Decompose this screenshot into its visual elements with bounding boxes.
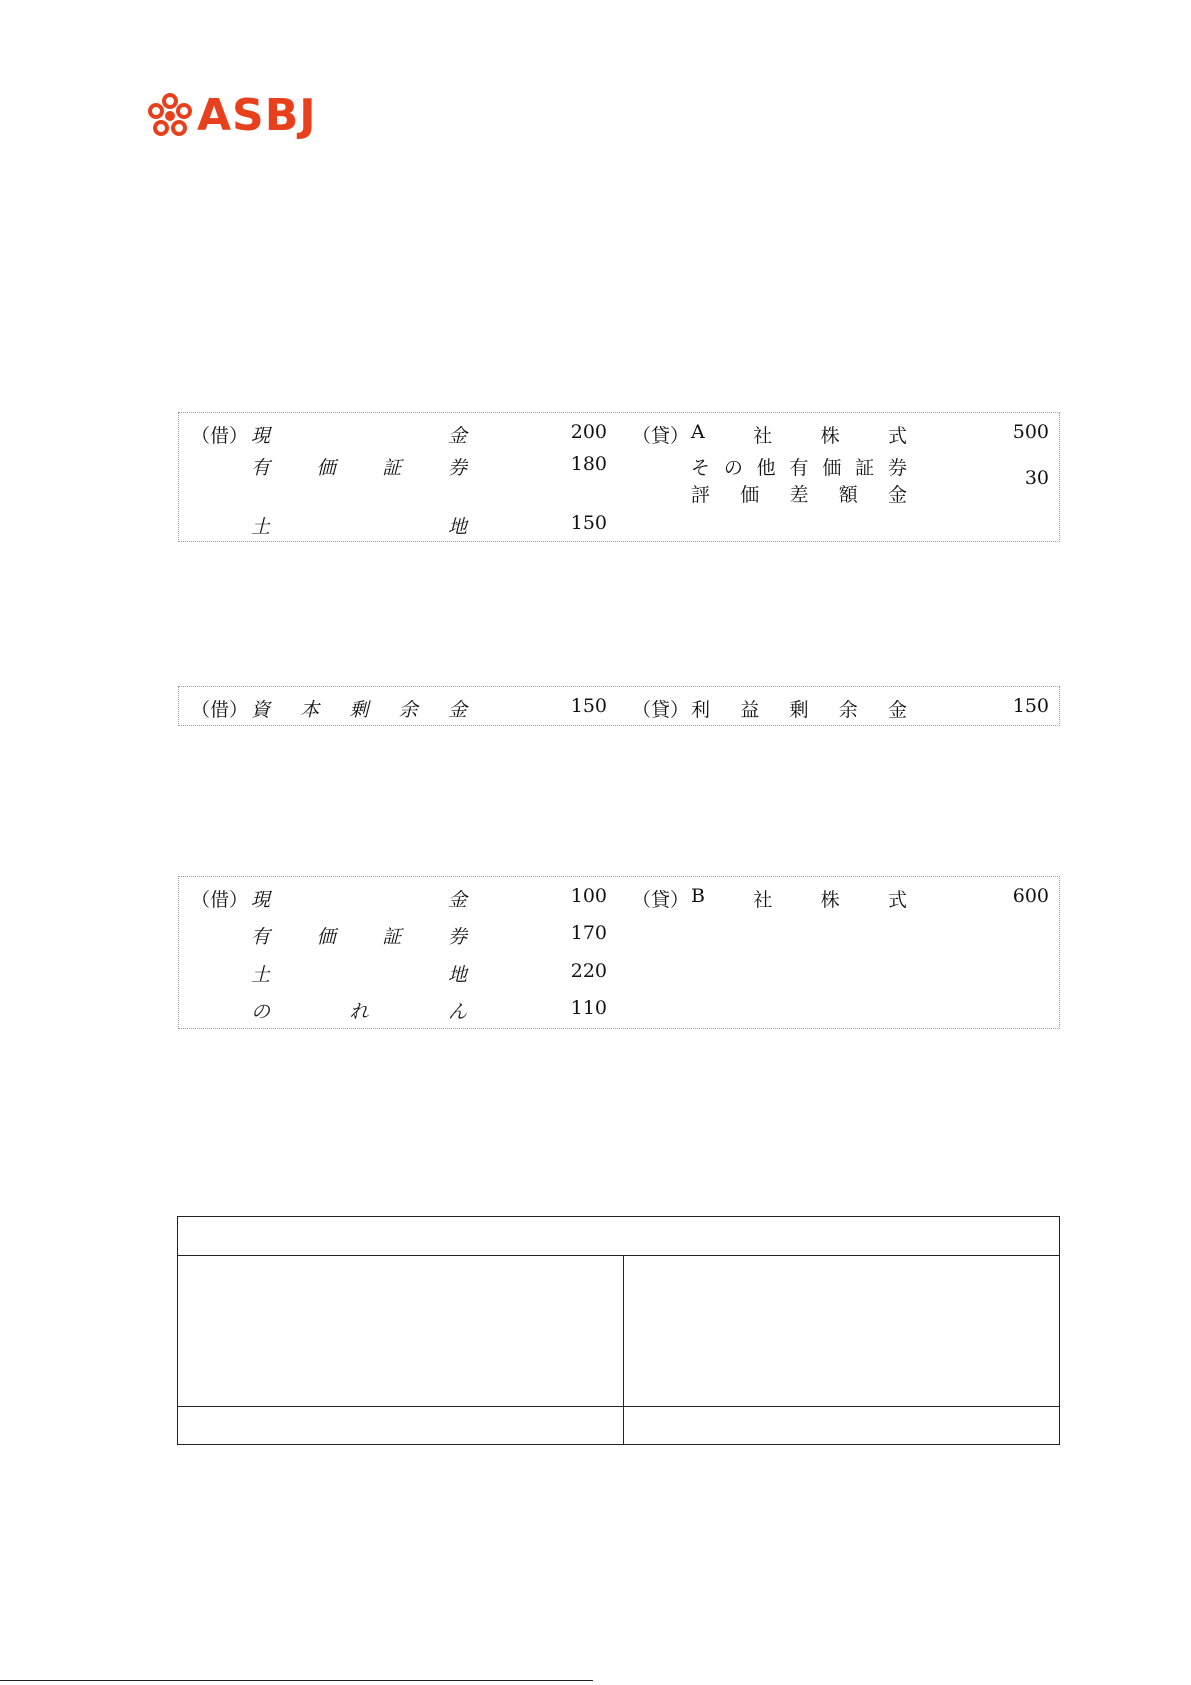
journal-entry-2 (178, 686, 1060, 726)
debit-account (251, 512, 467, 539)
credit-account (691, 695, 907, 722)
account-char: 余 (838, 699, 858, 721)
debit-account (251, 695, 467, 722)
logo-text: ASBJ (197, 90, 317, 141)
account-char: 額 (838, 484, 858, 506)
account-char: 価 (822, 457, 842, 479)
account-char: 証 (382, 457, 402, 479)
account-char: 資 (251, 699, 271, 721)
table-right-body-cell (624, 1255, 1060, 1406)
account-char: A (691, 421, 705, 443)
account-char: 地 (447, 516, 467, 538)
account-char: 評 (691, 484, 711, 506)
account-char: 株 (820, 889, 840, 911)
table-header-cell (178, 1217, 1059, 1255)
credit-account (691, 885, 907, 912)
account-char: B (691, 885, 705, 907)
account-char: 株 (820, 425, 840, 447)
account-char: 土 (251, 516, 271, 538)
account-char: の (251, 1001, 271, 1023)
journal-row (179, 956, 1059, 986)
debit-account (251, 421, 467, 448)
journal-entry-1 (178, 412, 1060, 542)
credit-account (691, 421, 907, 448)
debit-amount: 100 (570, 885, 607, 907)
journal-row (179, 993, 1059, 1023)
debit-amount: 220 (570, 960, 607, 982)
account-char: 金 (887, 699, 907, 721)
account-char: 券 (447, 926, 467, 948)
credit-tag: （貸） (632, 889, 690, 911)
account-char: 現 (251, 425, 271, 447)
account-char: ん (447, 1001, 467, 1023)
table-left-footer-cell (178, 1407, 623, 1444)
credit-tag: （貸） (632, 425, 690, 447)
debit-amount: 200 (570, 421, 607, 443)
account-char: 土 (251, 964, 271, 986)
account-char: 地 (447, 964, 467, 986)
account-char: 金 (447, 699, 467, 721)
debit-account (251, 960, 467, 987)
debit-amount: 150 (570, 512, 607, 534)
account-char: 証 (382, 926, 402, 948)
account-char: 券 (447, 457, 467, 479)
account-char: の (723, 457, 743, 479)
account-char: 有 (251, 926, 271, 948)
journal-row (179, 918, 1059, 948)
debit-tag: （借） (191, 889, 249, 911)
account-char: 益 (740, 699, 760, 721)
journal-row (179, 508, 1059, 538)
table-left-body-cell (178, 1255, 623, 1406)
table-right-footer-cell (624, 1407, 1060, 1444)
debit-account (251, 922, 467, 949)
account-char: 剰 (349, 699, 369, 721)
account-char: 有 (789, 457, 809, 479)
credit-amount: 600 (1012, 885, 1049, 907)
account-char: そ (691, 457, 711, 479)
journal-entry-3 (178, 876, 1060, 1029)
journal-row (179, 417, 1059, 447)
account-char: 有 (251, 457, 271, 479)
account-char: れ (349, 1001, 369, 1023)
account-char: 価 (316, 457, 336, 479)
debit-tag: （借） (191, 699, 249, 721)
debit-account (251, 885, 467, 912)
journal-row (179, 691, 1059, 721)
account-char: 他 (756, 457, 776, 479)
account-char: 金 (887, 484, 907, 506)
asbj-logo (145, 88, 317, 144)
account-char: 差 (789, 484, 809, 506)
footnote-separator (0, 1680, 593, 1681)
account-char: 余 (398, 699, 418, 721)
account-char: 社 (753, 425, 773, 447)
debit-amount: 170 (570, 922, 607, 944)
account-char: 剰 (789, 699, 809, 721)
credit-amount: 150 (1012, 695, 1049, 717)
debit-amount: 180 (570, 453, 607, 475)
plum-blossom-emblem-icon (145, 91, 195, 141)
account-char: 証 (855, 457, 875, 479)
account-char: 利 (691, 699, 711, 721)
credit-tag: （貸） (632, 699, 690, 721)
journal-row (179, 881, 1059, 911)
comparison-table (177, 1216, 1060, 1445)
account-char: 金 (447, 425, 467, 447)
journal-row (179, 463, 1059, 493)
account-char: 本 (300, 699, 320, 721)
debit-tag: （借） (191, 425, 249, 447)
account-char: 現 (251, 889, 271, 911)
account-char: 金 (447, 889, 467, 911)
debit-amount: 110 (570, 997, 607, 1019)
account-char: 券 (887, 457, 907, 479)
account-char: 式 (887, 425, 907, 447)
credit-amount: 30 (1024, 467, 1049, 489)
account-char: 価 (316, 926, 336, 948)
debit-account (251, 997, 467, 1024)
debit-amount: 150 (570, 695, 607, 717)
account-char: 社 (753, 889, 773, 911)
account-char: 式 (887, 889, 907, 911)
credit-amount: 500 (1012, 421, 1049, 443)
account-char: 価 (740, 484, 760, 506)
